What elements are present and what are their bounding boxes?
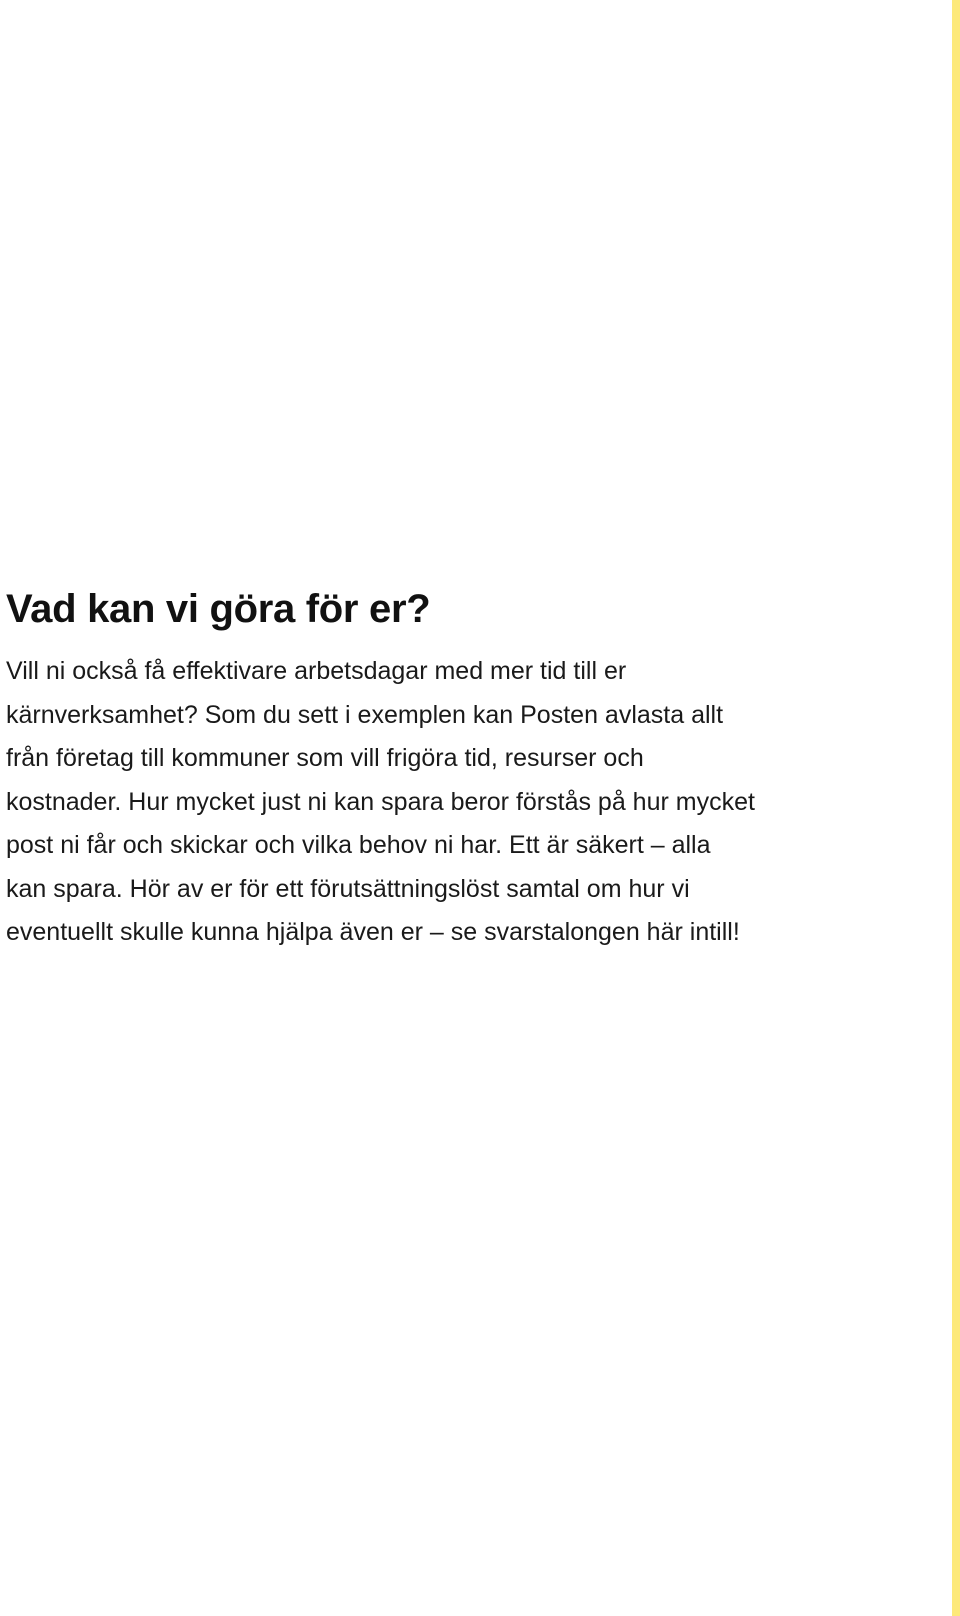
page-heading: Vad kan vi göra för er? — [6, 587, 431, 631]
accent-edge-bar — [952, 0, 960, 1616]
body-paragraph: Vill ni också få effektivare arbetsdagar med mer tid till er kärnverksamhet? Som du sett i exemplen kan Posten avlasta allt från företag till kommuner som vill frigöra tid, resurser och kostnader. Hur mycket just ni kan spara beror förstås på hur mycket post ni får och skickar och vilka behov ni har. Ett är säkert – alla kan spara. Hör av er för ett förutsättningslöst samtal om hur vi eventuellt skulle kunna hjälpa även er – se svarstalongen här intill! — [6, 657, 755, 946]
content-section — [6, 585, 756, 955]
